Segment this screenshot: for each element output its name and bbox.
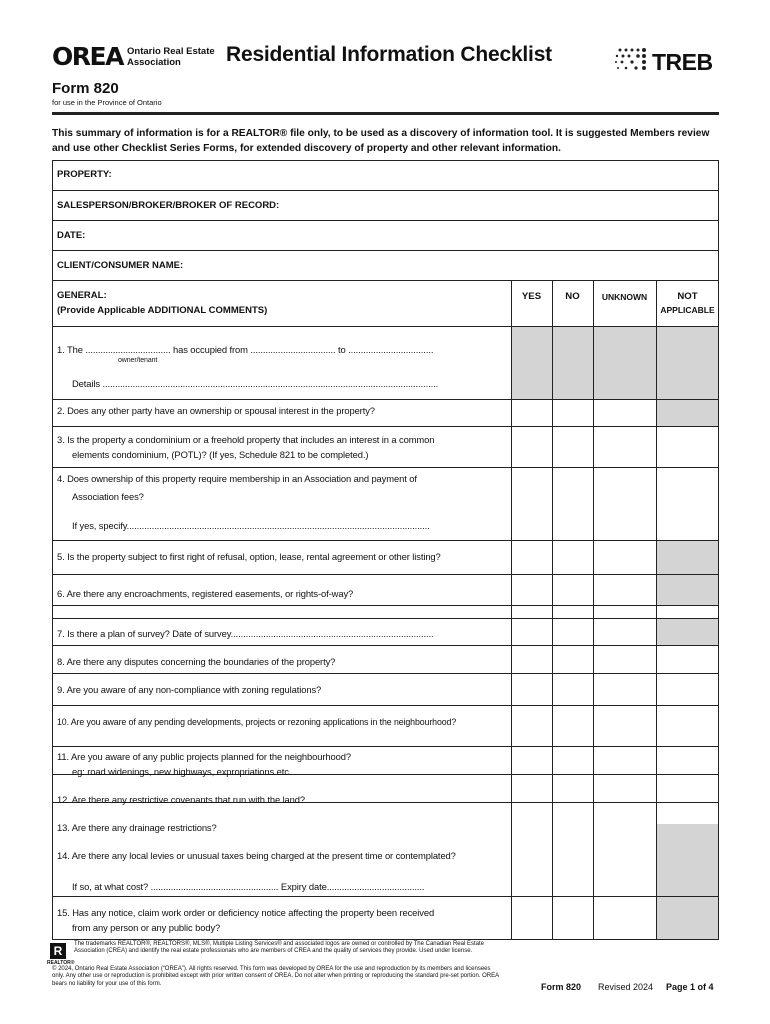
question-15: 15. Has any notice, claim work order or deficiency notice affecting the property been received — [57, 907, 435, 918]
trademark-notice: The trademarks REALTOR®, REALTORS®, MLS®, Multiple Listing Services® and associated logos are owned or controlled by The Canadian Real Estate Association (CREA) and identify the real estate professionals who are members of CREA and the quality of services they provide. Used under license. — [74, 941, 484, 955]
question-2: 2. Does any other party have an ownership or spousal interest in the property? — [57, 405, 375, 416]
question-3-cont: elements condominium, (POTL)? (If yes, Schedule 821 to be completed.) — [72, 449, 369, 460]
question-14-cost: If so, at what cost? ................................................... Expiry date....................................... — [72, 881, 425, 892]
question-13: 13. Are there any drainage restrictions? — [57, 822, 217, 833]
question-14: 14. Are there any local levies or unusual taxes being charged at the present time or contemplated? — [57, 850, 456, 861]
question-9: 9. Are you aware of any non-compliance with zoning regulations? — [57, 684, 322, 695]
client-label: CLIENT/CONSUMER NAME: — [57, 260, 184, 271]
question-1-hint: owner/tenant — [118, 357, 158, 364]
intro-text: This summary of information is for a REALTOR® file only, to be used as a discovery of information tool. It is suggested Members review and use other Checklist Series Forms, for extended discovery of property and other relevant information. — [52, 128, 710, 154]
question-4: 4. Does ownership of this property require membership in an Association and payment of — [57, 473, 417, 484]
question-7: 7. Is there a plan of survey? Date of survey................................................................................. — [57, 628, 434, 639]
date-label: DATE: — [57, 230, 86, 241]
orea-name: Ontario Real Estate Association — [127, 46, 215, 68]
applicable-column-header: APPLICABLE — [660, 305, 715, 315]
treb-dots-icon — [612, 46, 652, 74]
not-column-header: NOT — [677, 291, 698, 302]
question-11-cont: eg: road widenings, new highways, expropriations etc. — [72, 766, 292, 777]
question-11: 11. Are you aware of any public projects planned for the neighbourhood? — [57, 751, 351, 762]
province-note: for use in the Province of Ontario — [52, 98, 162, 107]
question-1: 1. The .................................. has occupied from .................................. to .................................. — [57, 344, 434, 355]
question-8: 8. Are there any disputes concerning the boundaries of the property? — [57, 656, 336, 667]
general-heading: GENERAL: — [57, 290, 107, 301]
copyright-notice: © 2024, Ontario Real Estate Association (“OREA”). All rights reserved. This form was developed by OREA for the use and reproduction by its members and licensees only. Any other use or reproduction is prohibited except with prior written consent of OREA. Do not alter when printing or reproducing the standard pre-set portion. OREA bears no liability for your use of this form. — [52, 966, 499, 987]
yes-column-header: YES — [521, 291, 542, 302]
footer-revised: Revised 2024 — [598, 982, 654, 992]
orea-logo: OREA — [52, 42, 123, 71]
question-4-cont: Association fees? — [72, 491, 144, 502]
question-12: 12. Are there any restrictive covenants that run with the land? — [57, 794, 306, 805]
treb-logo: TREB — [652, 49, 713, 75]
no-column-header: NO — [565, 291, 580, 302]
question-3: 3. Is the property a condominium or a freehold property that includes an interest in a common — [57, 434, 435, 445]
unknown-column-header: UNKNOWN — [601, 292, 648, 302]
question-4-specify: If yes, specify......................................................................................................................... — [72, 520, 430, 531]
general-subheading: (Provide Applicable ADDITIONAL COMMENTS) — [57, 305, 268, 316]
realtor-wordmark: REALTOR® — [47, 960, 75, 966]
salesperson-label: SALESPERSON/BROKER/BROKER OF RECORD: — [57, 200, 280, 211]
question-1-details: Details ...................................................................................................................................... — [72, 378, 439, 389]
footer-form-number: Form 820 — [541, 982, 582, 992]
page-title: Residential Information Checklist — [226, 43, 552, 66]
form-number: Form 820 — [52, 80, 119, 97]
header-rule — [52, 112, 719, 115]
question-15-cont: from any person or any public body? — [72, 922, 221, 933]
question-5: 5. Is the property subject to first right of refusal, option, lease, rental agreement or other listing? — [57, 551, 441, 562]
property-label: PROPERTY: — [57, 169, 112, 180]
question-10: 10. Are you aware of any pending developments, projects or rezoning applications in the neighbourhood? — [57, 717, 457, 727]
question-6: 6. Are there any encroachments, registered easements, or rights-of-way? — [57, 588, 354, 599]
page-number: Page 1 of 4 — [666, 982, 714, 992]
realtor-logo: R — [50, 943, 66, 959]
